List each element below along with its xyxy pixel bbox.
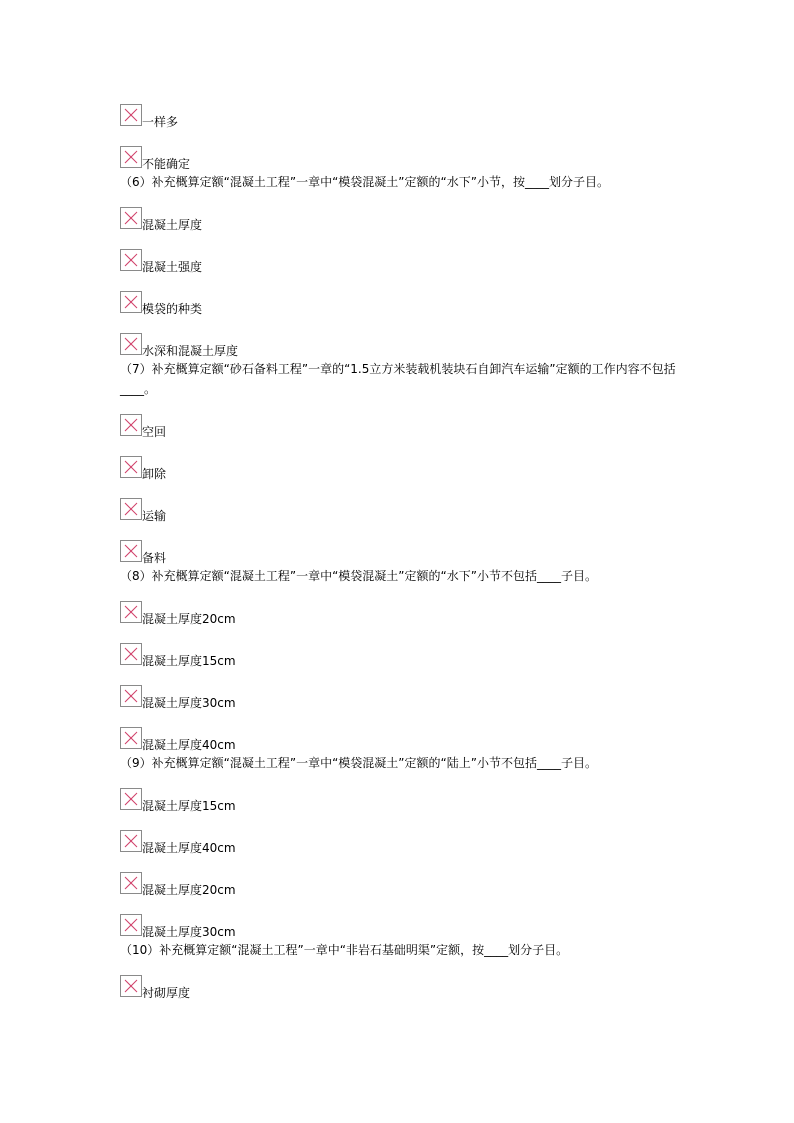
question-6: （6）补充概算定额“混凝土工程”一章中“模袋混凝土”定额的“水下”小节，按____划分子目。 [120, 175, 609, 189]
option-label: 混凝土厚度15cm [142, 799, 236, 813]
option-label: 混凝土厚度 [142, 218, 203, 232]
broken-image-icon [120, 207, 142, 229]
broken-image-icon [120, 414, 142, 436]
option-item[interactable] [120, 872, 700, 896]
broken-image-icon [120, 104, 142, 126]
broken-image-icon [120, 788, 142, 810]
question-8: （8）补充概算定额“混凝土工程”一章中“模袋混凝土”定额的“水下”小节不包括____子目。 [120, 569, 597, 583]
option-item[interactable] [120, 914, 700, 938]
option-item[interactable] [120, 146, 700, 170]
question-7: （7）补充概算定额“砂石备料工程”一章的“1.5立方米装载机装块石自卸汽车运输”定额的工作内容不包括____。 [120, 362, 676, 396]
option-item[interactable] [120, 207, 700, 231]
broken-image-icon [120, 975, 142, 997]
question-9: （9）补充概算定额“混凝土工程”一章中“模袋混凝土”定额的“陆上”小节不包括____子目。 [120, 756, 597, 770]
option-item[interactable] [120, 291, 700, 315]
option-item[interactable] [120, 830, 700, 854]
option-label: 混凝土厚度20cm [142, 612, 236, 626]
option-item[interactable] [120, 333, 700, 357]
broken-image-icon [120, 643, 142, 665]
option-item[interactable] [120, 456, 700, 480]
option-label: 混凝土厚度40cm [142, 841, 236, 855]
option-label: 不能确定 [142, 157, 191, 171]
broken-image-icon [120, 540, 142, 562]
broken-image-icon [120, 727, 142, 749]
option-label: 混凝土厚度30cm [142, 696, 236, 710]
option-label: 运输 [142, 509, 167, 523]
broken-image-icon [120, 872, 142, 894]
document-body [120, 104, 700, 1017]
option-item[interactable] [120, 601, 700, 625]
option-item[interactable] [120, 975, 700, 999]
option-item[interactable] [120, 249, 700, 273]
broken-image-icon [120, 456, 142, 478]
broken-image-icon [120, 830, 142, 852]
option-label: 卸除 [142, 467, 167, 481]
option-label: 模袋的种类 [142, 302, 203, 316]
option-label: 混凝土强度 [142, 260, 203, 274]
option-item[interactable] [120, 788, 700, 812]
broken-image-icon [120, 914, 142, 936]
broken-image-icon [120, 685, 142, 707]
broken-image-icon [120, 601, 142, 623]
broken-image-icon [120, 498, 142, 520]
broken-image-icon [120, 291, 142, 313]
option-item[interactable] [120, 685, 700, 709]
option-label: 混凝土厚度30cm [142, 925, 236, 939]
option-label: 混凝土厚度20cm [142, 883, 236, 897]
option-item[interactable] [120, 414, 700, 438]
option-item[interactable] [120, 643, 700, 667]
option-label: 水深和混凝土厚度 [142, 344, 239, 358]
option-label: 空回 [142, 425, 167, 439]
option-label: 备料 [142, 551, 167, 565]
broken-image-icon [120, 333, 142, 355]
broken-image-icon [120, 249, 142, 271]
option-item[interactable] [120, 540, 700, 564]
broken-image-icon [120, 146, 142, 168]
option-label: 混凝土厚度40cm [142, 738, 236, 752]
option-item[interactable] [120, 727, 700, 751]
option-label: 一样多 [142, 115, 179, 129]
option-label: 衬砌厚度 [142, 986, 191, 1000]
question-10: （10）补充概算定额“混凝土工程”一章中“非岩石基础明渠”定额，按____划分子目。 [120, 943, 569, 957]
option-item[interactable] [120, 498, 700, 522]
option-label: 混凝土厚度15cm [142, 654, 236, 668]
option-item[interactable] [120, 104, 700, 128]
